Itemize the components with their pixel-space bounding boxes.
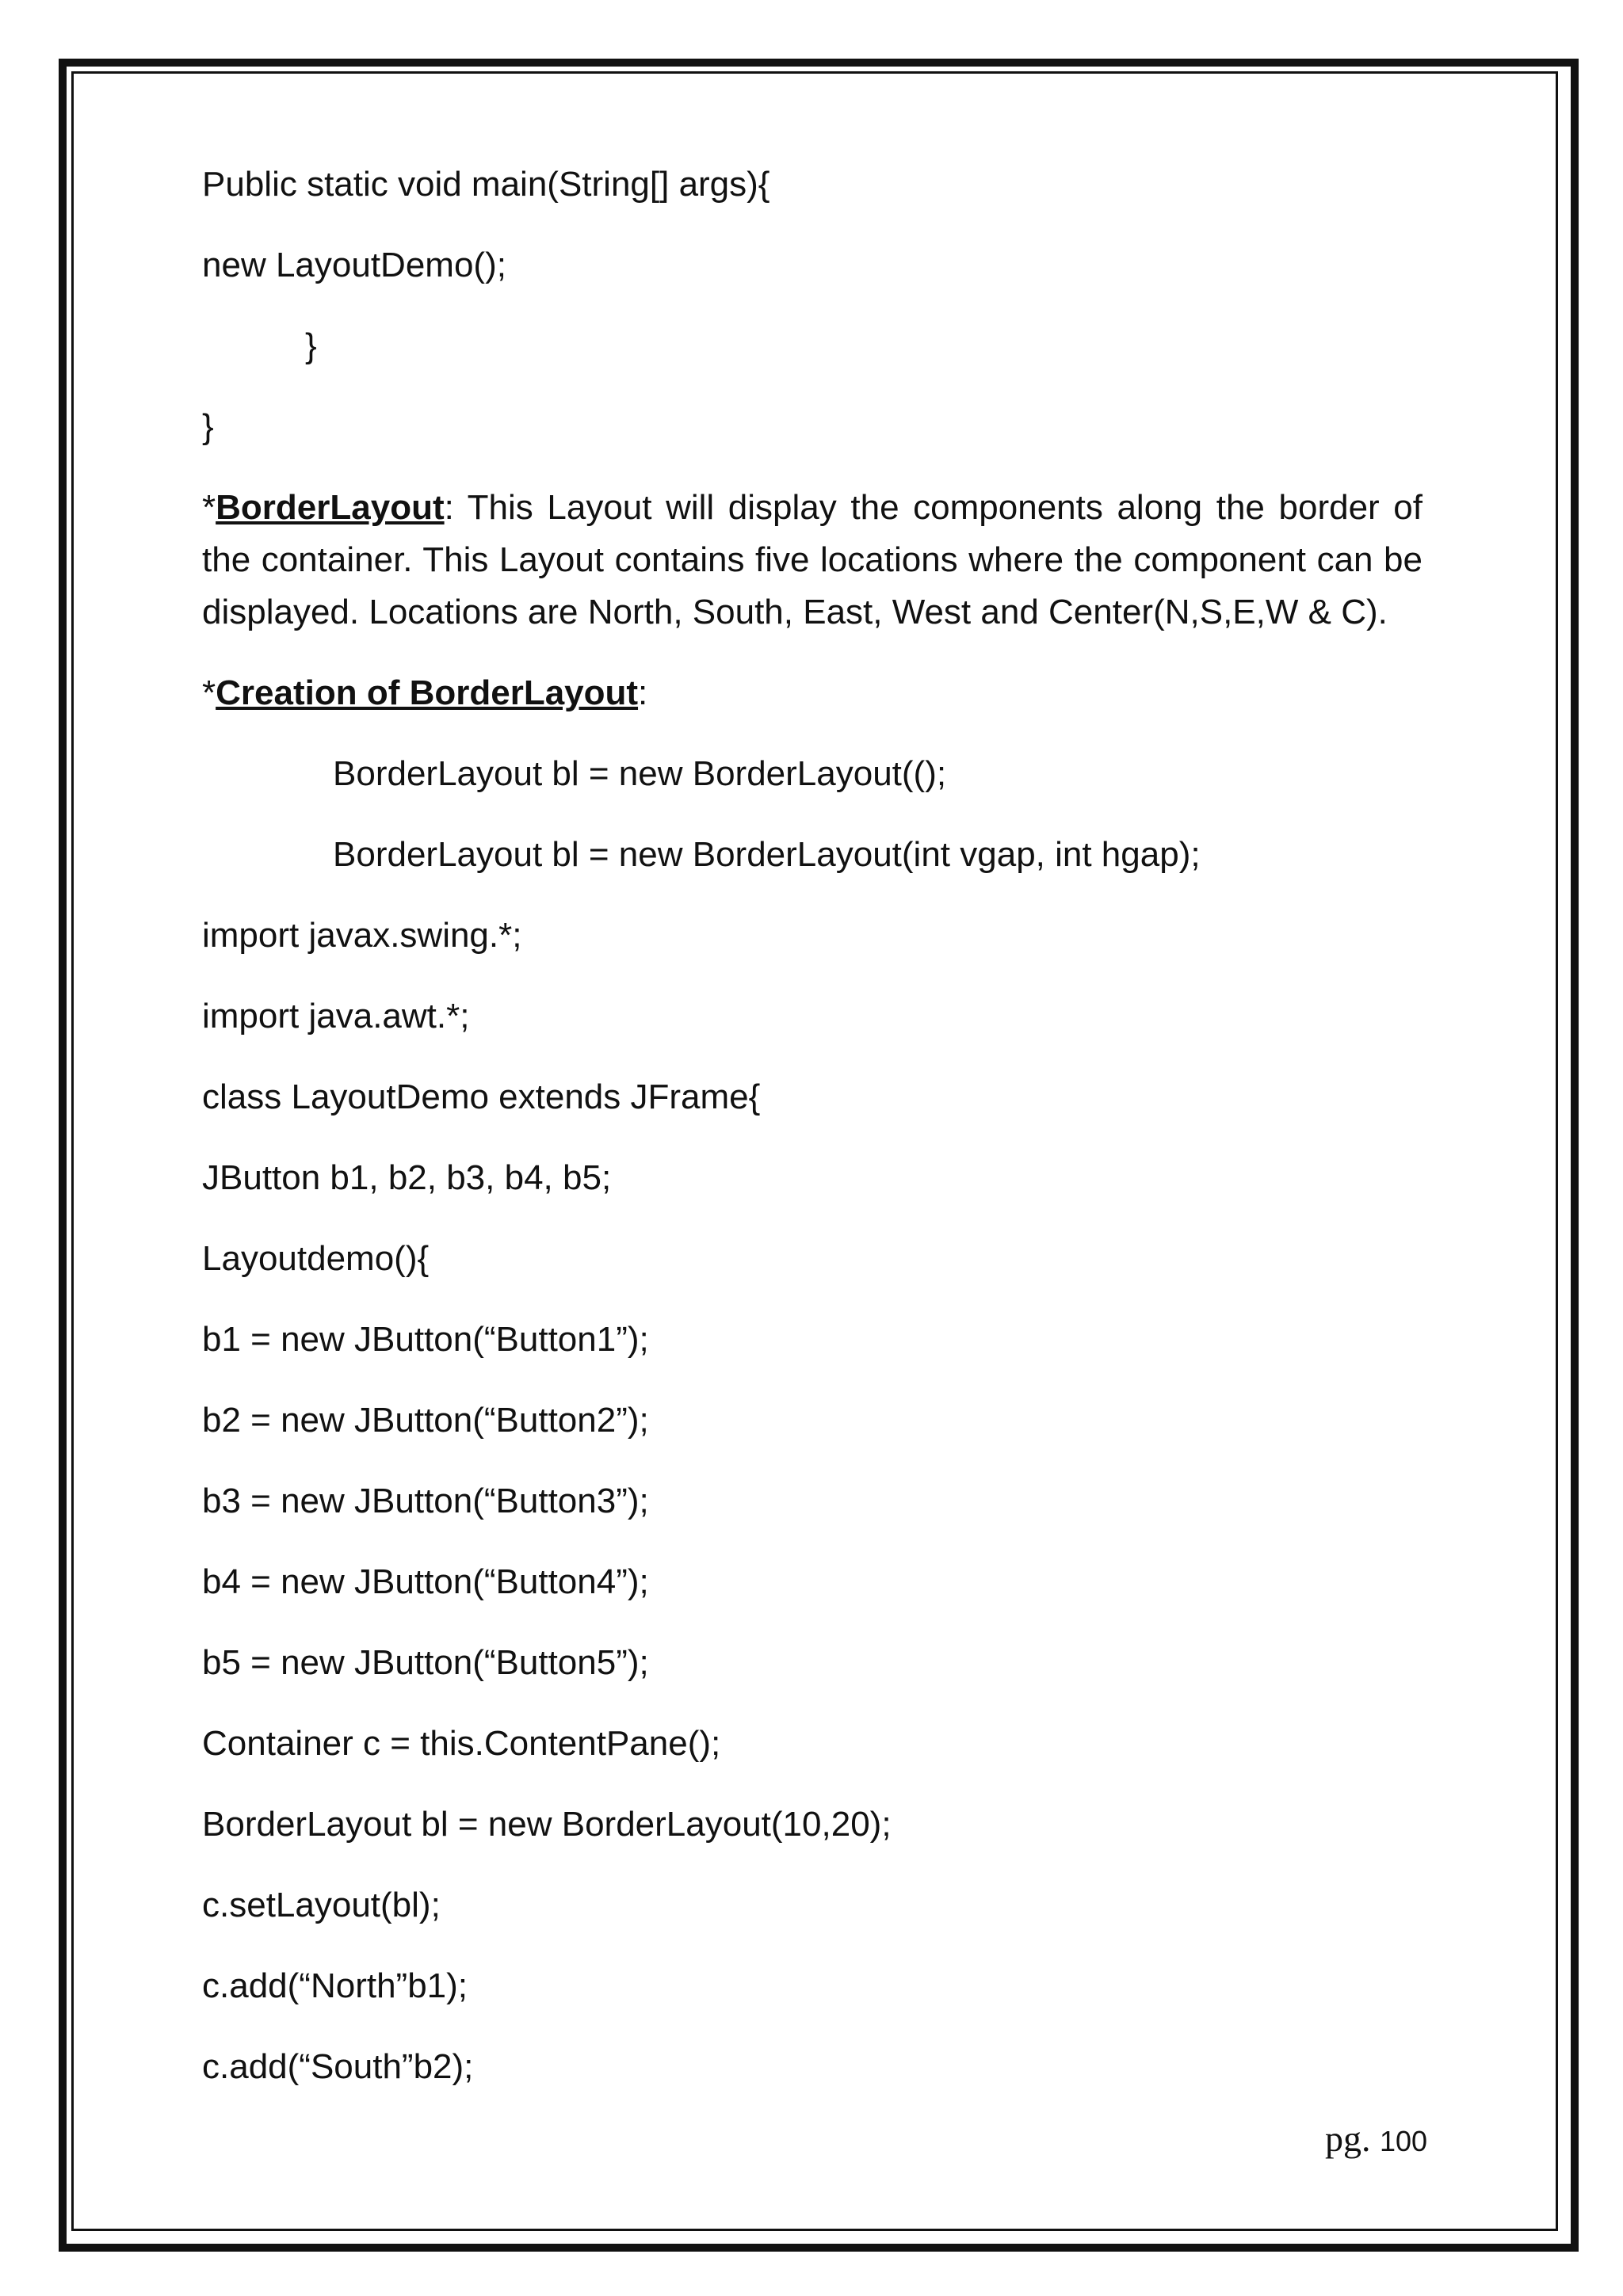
creation-suffix: : — [638, 673, 648, 712]
code-line: c.setLayout(bl); — [202, 1886, 441, 1924]
borderlayout-text: : This Layout will display the components along the border of the container. This Layout contains five locations where the component can be displayed. Locations are North, South, East, West and Center(N,S,E,W & C). — [202, 488, 1423, 631]
code-line-close-brace-inner: } — [305, 326, 317, 365]
code-line: b4 = new JButton(“Button4”); — [202, 1562, 649, 1601]
code-line: BorderLayout bl = new BorderLayout(10,20); — [202, 1805, 892, 1844]
borderlayout-prefix: * — [202, 488, 216, 527]
creation-prefix: * — [202, 673, 216, 712]
code-line: b1 = new JButton(“Button1”); — [202, 1320, 649, 1359]
code-line: b2 = new JButton(“Button2”); — [202, 1401, 649, 1440]
code-line-main: Public static void main(String[] args){ — [202, 165, 770, 204]
creation-heading: Creation of BorderLayout — [216, 673, 639, 712]
code-line-close-brace-outer: } — [202, 407, 214, 446]
page-number-value: 100 — [1380, 2125, 1428, 2157]
code-line: JButton b1, b2, b3, b4, b5; — [202, 1158, 612, 1197]
code-line: c.add(“South”b2); — [202, 2047, 474, 2086]
code-line: b3 = new JButton(“Button3”); — [202, 1482, 649, 1520]
code-line: b5 = new JButton(“Button5”); — [202, 1643, 649, 1682]
page-content — [202, 158, 1423, 2122]
code-line: c.add(“North”b1); — [202, 1966, 468, 2005]
borderlayout-description — [202, 482, 1423, 639]
code-line: class LayoutDemo extends JFrame{ — [202, 1077, 761, 1116]
code-line-new-layoutdemo: new LayoutDemo(); — [202, 246, 506, 284]
code-line: import java.awt.*; — [202, 997, 470, 1035]
constructor-line-default: BorderLayout bl = new BorderLayout((); — [333, 754, 947, 793]
borderlayout-heading: BorderLayout — [216, 488, 445, 527]
creation-heading-line — [202, 667, 1423, 719]
code-line: import javax.swing.*; — [202, 916, 522, 955]
code-line: Container c = this.ContentPane(); — [202, 1724, 721, 1763]
code-line: Layoutdemo(){ — [202, 1239, 430, 1278]
page-number — [1325, 2115, 1427, 2165]
page-number-label: pg. — [1325, 2119, 1371, 2159]
constructor-line-gaps: BorderLayout bl = new BorderLayout(int vgap, int hgap); — [333, 835, 1201, 874]
